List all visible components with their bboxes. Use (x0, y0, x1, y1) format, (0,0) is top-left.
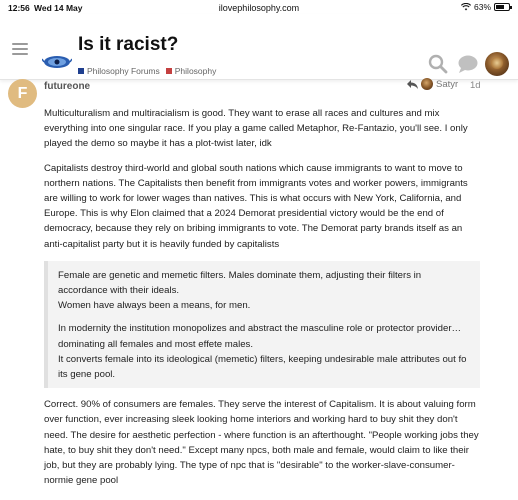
status-bar (0, 0, 518, 14)
post-paragraph: Correct. 90% of consumers are females. They serve the interest of Capitalism. It is about valuing form over function, ever increasing sleek looking home interiors and working hard to buy shit they don't need. The desire for aesthetic perfection - where function is an afterthought. "People working jobs they hate, to buy shit they don't need." Except many npcs, both male and female, would claim to like their job, but they are probably lying. The type of npc that is "desirable" to the worker-slave-consumer-normie gene pool (44, 399, 479, 487)
post-body (44, 106, 480, 497)
site-logo-icon[interactable] (42, 51, 72, 71)
status-time: 12:56 (8, 3, 30, 13)
chat-icon[interactable] (457, 54, 479, 74)
post-author-avatar[interactable]: F (8, 79, 37, 108)
topic-header (0, 14, 518, 80)
quote-line: Women have always been a means, for men. (58, 300, 251, 312)
category-color-square (166, 68, 172, 74)
post-paragraph: Multiculturalism and multiracialism is good. They want to erase all races and cultures and mix everything into one singular race. If you play a game called Metaphor, Re-Fantazio, you'll see. I only played the demo so maybe it has a plot-twist later, idk (44, 108, 468, 150)
user-avatar[interactable] (485, 52, 509, 76)
category-color-square (78, 68, 84, 74)
address-bar-url[interactable]: ilovephilosophy.com (218, 3, 300, 13)
reply-arrow-icon (407, 80, 418, 89)
category-philosophy[interactable] (166, 66, 217, 76)
category-breadcrumb (78, 66, 216, 76)
post-age[interactable]: 1d (470, 80, 481, 91)
status-date: Wed 14 May (34, 3, 83, 13)
quote-paragraph (58, 268, 470, 314)
category-philosophy-forums[interactable] (78, 66, 160, 76)
topic-title[interactable]: Is it racist? (78, 34, 179, 55)
quote-line: Female are genetic and memetic filters. Males dominate them, adjusting their filters in accordance with their ideals. (58, 269, 422, 297)
search-icon[interactable] (428, 54, 448, 74)
quote-line: It converts female into its ideological (memetic) filters, keeping undesirable male attributes out fo its gene pool. (58, 353, 467, 381)
status-indicators (461, 2, 510, 12)
hamburger-icon[interactable] (12, 43, 28, 56)
category-label: Philosophy Forums (87, 66, 160, 76)
quote-paragraph (58, 321, 470, 382)
post-username[interactable]: futureone (44, 81, 91, 92)
battery-icon (494, 3, 510, 11)
reply-to-avatar (421, 78, 433, 90)
battery-percent: 63% (473, 2, 491, 12)
quote-line: In modernity the institution monopolizes and abstract the masculine role or protector provider…dominating all females and most effete males. (58, 323, 462, 350)
blockquote (44, 261, 480, 388)
category-label: Philosophy (174, 66, 217, 76)
wifi-icon (461, 3, 471, 11)
post-paragraph: Capitalists destroy third-world and global south nations which cause immigrants to want to move to northern nations. The Capitalists then benefit from immigrants votes and worker powers, immigrants are willing to work for lower wages than natives. This is what occurs with New York, California, and Europe. This is why Elon claimed that a 2024 Demorat presidential victory would be the end of democracy, because they rely on bribing immigrants to vote. The Demorat party brands itself as an anti-capitalist party but it is heavily funded by capitalists (44, 162, 468, 250)
reply-to-info[interactable] (407, 78, 458, 90)
reply-to-username: Satyr (436, 78, 459, 90)
